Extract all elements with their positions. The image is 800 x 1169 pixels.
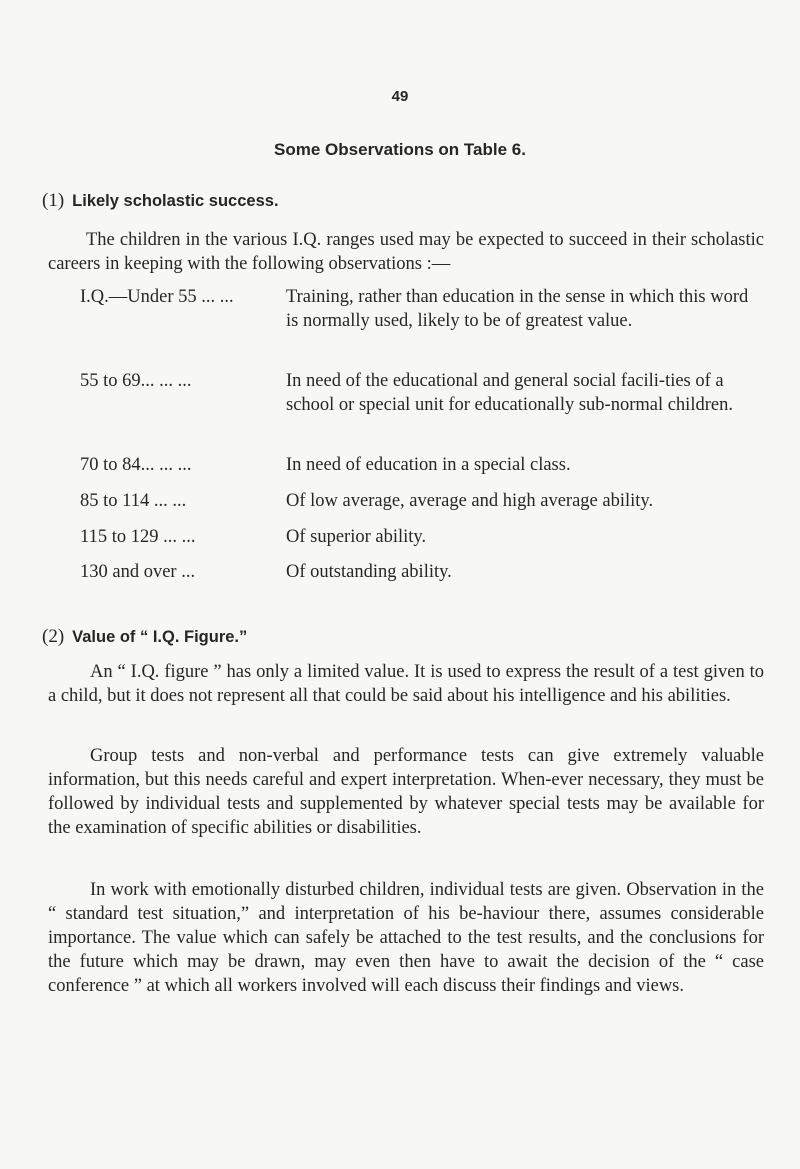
section-2-number: (2) bbox=[42, 626, 65, 647]
range-label: I.Q.—Under 55 ... ... bbox=[80, 287, 234, 307]
range-label: 130 and over ... bbox=[80, 562, 196, 582]
section-2-heading bbox=[42, 626, 247, 648]
range-label: 70 to 84... ... ... bbox=[80, 455, 192, 475]
section-2-paragraph: An “ I.Q. figure ” has only a limited value. It is used to express the result of a test given to a child, but it does not represent all that could be said about his intelligence and his abilities. bbox=[48, 662, 764, 706]
section-1-number: (1) bbox=[42, 190, 65, 211]
range-description: Of low average, average and high average ability. bbox=[286, 491, 654, 511]
range-label: 85 to 114 ... ... bbox=[80, 491, 187, 511]
range-description: In need of education in a special class. bbox=[286, 455, 571, 475]
range-description: Of superior ability. bbox=[286, 527, 427, 547]
section-1-title: Likely scholastic success. bbox=[72, 192, 279, 210]
section-2-paragraph: In work with emotionally disturbed children, individual tests are given. Observation in the “ standard test situation,” and interpretation of his be-haviour there, assumes considerable importance. The value which can safely be attached to the test results, and the conclusions for the future which may be drawn, may even then have to await the decision of the “ case conference ” at which all workers involved will each discuss their findings and views. bbox=[48, 880, 764, 996]
range-label: 55 to 69... ... ... bbox=[80, 371, 192, 391]
page-title: Some Observations on Table 6. bbox=[274, 140, 526, 159]
section-2-title: Value of “ I.Q. Figure.” bbox=[72, 628, 248, 646]
section-1-intro: The children in the various I.Q. ranges used may be expected to succeed in their scholastic careers in keeping with the following observations :— bbox=[48, 230, 764, 274]
range-description: Training, rather than education in the sense in which this word is normally used, likely to be of greatest value. bbox=[286, 287, 749, 331]
range-description: Of outstanding ability. bbox=[286, 562, 452, 582]
range-label: 115 to 129 ... ... bbox=[80, 527, 196, 547]
section-1-heading bbox=[42, 190, 279, 212]
range-description: In need of the educational and general social facili-ties of a school or special unit for educationally sub-normal children. bbox=[286, 371, 733, 415]
section-2-paragraph: Group tests and non-verbal and performance tests can give extremely valuable information, but this needs careful and expert interpretation. When-ever necessary, they must be followed by individual tests and supplemented by whatever special tests may be available for the examination of specific abilities or disabilities. bbox=[48, 746, 764, 838]
page-number: 49 bbox=[391, 88, 409, 105]
